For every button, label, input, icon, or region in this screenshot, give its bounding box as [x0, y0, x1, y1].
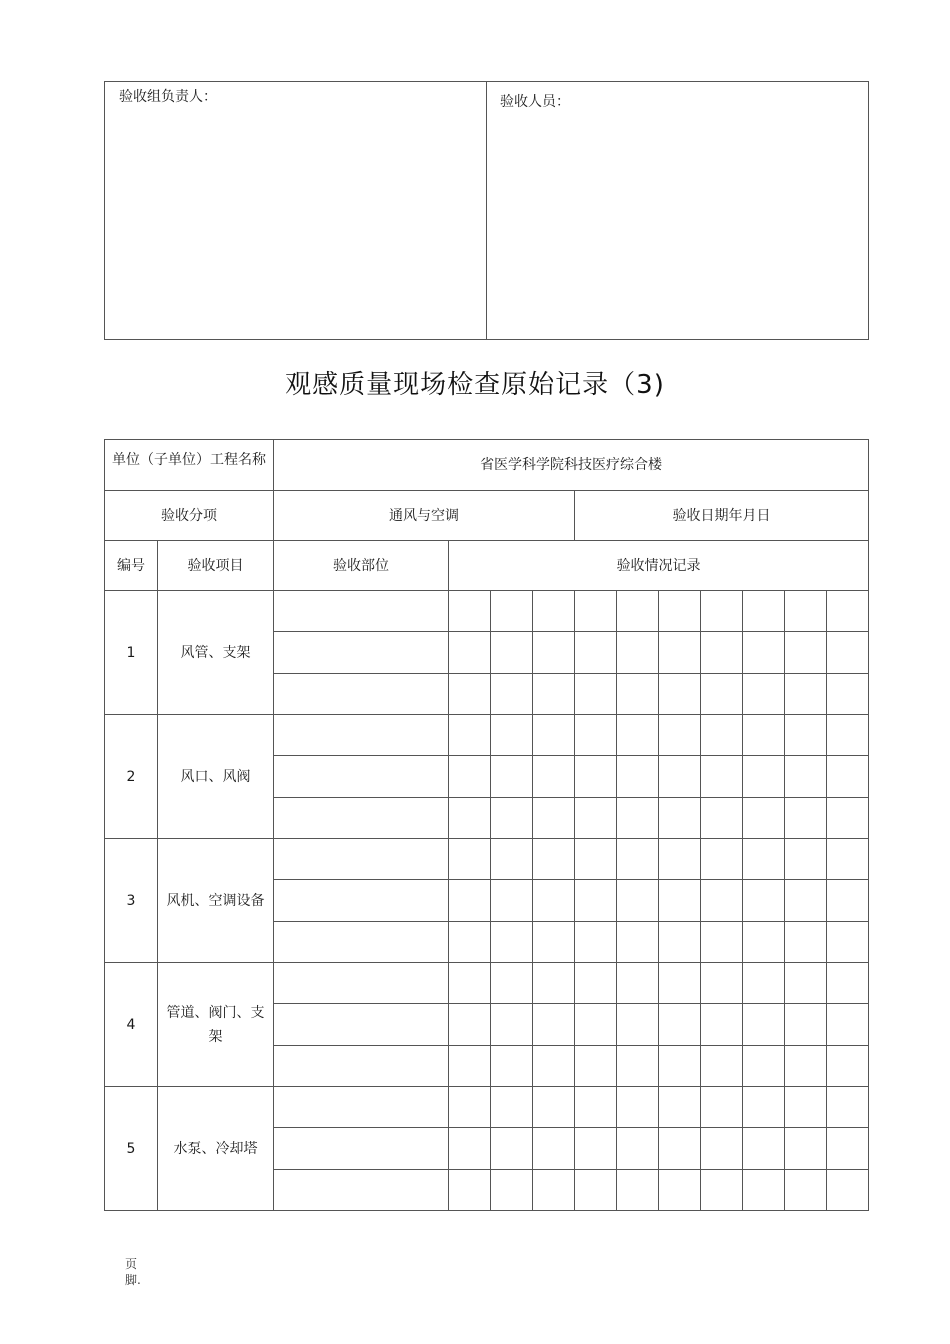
- record-cell[interactable]: [533, 1004, 575, 1046]
- record-cell[interactable]: [533, 1128, 575, 1170]
- record-cell[interactable]: [701, 963, 743, 1004]
- location-cell[interactable]: [274, 1170, 449, 1211]
- record-cell[interactable]: [659, 1087, 701, 1128]
- record-cell[interactable]: [449, 1087, 491, 1128]
- location-cell[interactable]: [274, 839, 449, 880]
- record-cell[interactable]: [701, 1004, 743, 1046]
- record-cell[interactable]: [785, 798, 827, 839]
- record-cell[interactable]: [575, 756, 617, 798]
- record-cell[interactable]: [617, 1004, 659, 1046]
- record-cell[interactable]: [575, 632, 617, 674]
- record-cell[interactable]: [617, 880, 659, 922]
- location-cell[interactable]: [274, 632, 449, 674]
- record-cell[interactable]: [491, 1004, 533, 1046]
- location-cell[interactable]: [274, 591, 449, 632]
- record-cell[interactable]: [743, 963, 785, 1004]
- item-number: 5: [105, 1087, 158, 1211]
- signature-box: [104, 81, 869, 340]
- record-cell[interactable]: [617, 674, 659, 715]
- record-cell[interactable]: [533, 963, 575, 1004]
- record-cell[interactable]: [659, 632, 701, 674]
- record-cell[interactable]: [659, 715, 701, 756]
- record-cell[interactable]: [785, 591, 827, 632]
- table-row: [105, 715, 869, 756]
- record-cell[interactable]: [617, 715, 659, 756]
- record-cell[interactable]: [491, 922, 533, 963]
- record-cell[interactable]: [743, 1004, 785, 1046]
- record-cell[interactable]: [533, 1087, 575, 1128]
- record-cell[interactable]: [449, 798, 491, 839]
- members-label: 验收人员：: [500, 94, 570, 110]
- project-row: [105, 440, 869, 491]
- record-cell[interactable]: [785, 1087, 827, 1128]
- record-cell[interactable]: [449, 1170, 491, 1211]
- record-cell[interactable]: [533, 715, 575, 756]
- record-cell[interactable]: [449, 1004, 491, 1046]
- item-name-cell: [158, 963, 274, 1087]
- location-cell[interactable]: [274, 756, 449, 798]
- record-cell[interactable]: [827, 963, 869, 1004]
- location-cell[interactable]: [274, 922, 449, 963]
- record-cell[interactable]: [659, 880, 701, 922]
- record-cell[interactable]: [659, 756, 701, 798]
- record-cell[interactable]: [491, 963, 533, 1004]
- item-number: 4: [105, 963, 158, 1087]
- record-cell[interactable]: [827, 674, 869, 715]
- record-cell[interactable]: [533, 756, 575, 798]
- footer-line-2: 脚.: [125, 1273, 141, 1287]
- item-name: 水泵、冷却塔: [173, 1140, 258, 1157]
- record-cell[interactable]: [449, 839, 491, 880]
- record-cell[interactable]: [701, 1087, 743, 1128]
- record-cell[interactable]: [785, 1046, 827, 1087]
- record-cell[interactable]: [743, 674, 785, 715]
- record-cell[interactable]: [827, 922, 869, 963]
- record-cell[interactable]: [659, 1046, 701, 1087]
- record-cell[interactable]: [785, 1004, 827, 1046]
- item-number: 2: [105, 715, 158, 839]
- record-cell[interactable]: [617, 798, 659, 839]
- record-cell[interactable]: [701, 1128, 743, 1170]
- record-cell[interactable]: [449, 632, 491, 674]
- record-cell[interactable]: [659, 1170, 701, 1211]
- record-cell[interactable]: [575, 839, 617, 880]
- record-cell[interactable]: [533, 632, 575, 674]
- record-cell[interactable]: [617, 591, 659, 632]
- item-name-cell: [158, 839, 274, 963]
- location-cell[interactable]: [274, 1128, 449, 1170]
- record-cell[interactable]: [743, 1128, 785, 1170]
- record-cell[interactable]: [575, 715, 617, 756]
- header-item: 验收项目: [158, 541, 274, 591]
- record-cell[interactable]: [491, 632, 533, 674]
- item-number: 3: [105, 839, 158, 963]
- record-cell[interactable]: [827, 839, 869, 880]
- record-cell[interactable]: [575, 1046, 617, 1087]
- record-cell[interactable]: [533, 591, 575, 632]
- record-cell[interactable]: [701, 839, 743, 880]
- record-cell[interactable]: [575, 880, 617, 922]
- record-cell[interactable]: [617, 632, 659, 674]
- location-cell[interactable]: [274, 798, 449, 839]
- record-cell[interactable]: [743, 756, 785, 798]
- item-name: 风管、支架: [180, 644, 251, 661]
- record-cell[interactable]: [785, 715, 827, 756]
- record-cell[interactable]: [449, 922, 491, 963]
- record-cell[interactable]: [491, 674, 533, 715]
- record-cell[interactable]: [575, 1004, 617, 1046]
- record-cell[interactable]: [491, 1046, 533, 1087]
- record-cell[interactable]: [659, 922, 701, 963]
- subdivision-value: 通风与空调: [274, 491, 575, 541]
- record-cell[interactable]: [701, 1170, 743, 1211]
- location-cell[interactable]: [274, 880, 449, 922]
- record-cell[interactable]: [785, 674, 827, 715]
- table-row: [105, 591, 869, 632]
- record-cell[interactable]: [533, 839, 575, 880]
- leader-signature-cell[interactable]: [105, 82, 487, 339]
- record-cell[interactable]: [449, 756, 491, 798]
- record-cell[interactable]: [743, 922, 785, 963]
- record-cell[interactable]: [491, 880, 533, 922]
- footer-line-1: 页: [125, 1257, 138, 1271]
- record-cell[interactable]: [617, 1128, 659, 1170]
- record-cell[interactable]: [827, 1170, 869, 1211]
- record-cell[interactable]: [449, 880, 491, 922]
- header-row: [105, 541, 869, 591]
- record-cell[interactable]: [449, 1128, 491, 1170]
- item-name-cell: [158, 715, 274, 839]
- record-cell[interactable]: [491, 1087, 533, 1128]
- record-cell[interactable]: [659, 1128, 701, 1170]
- table-row: [105, 1087, 869, 1128]
- record-cell[interactable]: [449, 1046, 491, 1087]
- record-cell[interactable]: [785, 1128, 827, 1170]
- record-cell[interactable]: [617, 839, 659, 880]
- record-cell[interactable]: [701, 922, 743, 963]
- record-cell[interactable]: [575, 963, 617, 1004]
- record-cell[interactable]: [575, 1128, 617, 1170]
- record-cell[interactable]: [533, 798, 575, 839]
- item-name: 管道、阀门、支架: [166, 1004, 265, 1045]
- record-cell[interactable]: [701, 880, 743, 922]
- header-record: 验收情况记录: [449, 541, 869, 591]
- record-cell[interactable]: [617, 1087, 659, 1128]
- record-cell[interactable]: [743, 1087, 785, 1128]
- location-cell[interactable]: [274, 963, 449, 1004]
- record-cell[interactable]: [743, 1170, 785, 1211]
- record-cell[interactable]: [743, 715, 785, 756]
- table-row: [105, 963, 869, 1004]
- record-cell[interactable]: [449, 674, 491, 715]
- header-number: 编号: [105, 541, 158, 591]
- record-cell[interactable]: [743, 1046, 785, 1087]
- item-name-cell: [158, 1087, 274, 1211]
- record-cell[interactable]: [827, 1004, 869, 1046]
- record-cell[interactable]: [743, 632, 785, 674]
- record-cell[interactable]: [701, 632, 743, 674]
- record-cell[interactable]: [701, 715, 743, 756]
- record-cell[interactable]: [743, 798, 785, 839]
- record-cell[interactable]: [827, 1128, 869, 1170]
- item-name-cell: [158, 591, 274, 715]
- record-cell[interactable]: [743, 591, 785, 632]
- record-cell[interactable]: [533, 1170, 575, 1211]
- record-cell[interactable]: [491, 1170, 533, 1211]
- record-cell[interactable]: [785, 756, 827, 798]
- table-row: [105, 839, 869, 880]
- record-cell[interactable]: [575, 922, 617, 963]
- record-cell[interactable]: [533, 674, 575, 715]
- record-cell[interactable]: [491, 839, 533, 880]
- subdivision-label: 验收分项: [105, 491, 274, 541]
- record-cell[interactable]: [533, 922, 575, 963]
- project-label: 单位（子单位）工程名称: [105, 440, 274, 491]
- record-cell[interactable]: [659, 798, 701, 839]
- record-cell[interactable]: [491, 715, 533, 756]
- record-cell[interactable]: [575, 591, 617, 632]
- record-cell[interactable]: [617, 963, 659, 1004]
- record-cell[interactable]: [491, 756, 533, 798]
- location-cell[interactable]: [274, 1087, 449, 1128]
- location-cell[interactable]: [274, 1046, 449, 1087]
- members-signature-cell[interactable]: [487, 82, 868, 339]
- subdivision-row: [105, 491, 869, 541]
- record-cell[interactable]: [617, 1170, 659, 1211]
- leader-label: 验收组负责人：: [119, 89, 217, 105]
- record-cell[interactable]: [701, 756, 743, 798]
- record-cell[interactable]: [785, 880, 827, 922]
- record-cell[interactable]: [659, 591, 701, 632]
- record-cell[interactable]: [701, 674, 743, 715]
- record-cell[interactable]: [659, 839, 701, 880]
- record-cell[interactable]: [617, 756, 659, 798]
- project-value: 省医学科学院科技医疗综合楼: [274, 440, 869, 491]
- record-cell[interactable]: [785, 839, 827, 880]
- record-cell[interactable]: [575, 674, 617, 715]
- record-cell[interactable]: [617, 922, 659, 963]
- record-cell[interactable]: [659, 1004, 701, 1046]
- record-cell[interactable]: [827, 798, 869, 839]
- record-cell[interactable]: [743, 839, 785, 880]
- location-cell[interactable]: [274, 1004, 449, 1046]
- item-name: 风机、空调设备: [166, 892, 265, 909]
- record-cell[interactable]: [785, 1170, 827, 1211]
- record-cell[interactable]: [827, 880, 869, 922]
- record-cell[interactable]: [827, 756, 869, 798]
- record-cell[interactable]: [827, 1087, 869, 1128]
- record-cell[interactable]: [575, 798, 617, 839]
- record-cell[interactable]: [701, 1046, 743, 1087]
- record-cell[interactable]: [659, 674, 701, 715]
- record-cell[interactable]: [575, 1170, 617, 1211]
- record-cell[interactable]: [491, 591, 533, 632]
- record-cell[interactable]: [827, 591, 869, 632]
- record-cell[interactable]: [701, 591, 743, 632]
- record-cell[interactable]: [785, 922, 827, 963]
- record-cell[interactable]: [449, 963, 491, 1004]
- record-cell[interactable]: [827, 1046, 869, 1087]
- location-cell[interactable]: [274, 715, 449, 756]
- acceptance-date: 验收日期年月日: [575, 491, 869, 541]
- record-cell[interactable]: [659, 963, 701, 1004]
- item-name: 风口、风阀: [180, 768, 251, 785]
- header-location: 验收部位: [274, 541, 449, 591]
- inspection-record-table: [104, 439, 869, 1211]
- record-cell[interactable]: [533, 880, 575, 922]
- record-cell[interactable]: [533, 1046, 575, 1087]
- record-cell[interactable]: [491, 1128, 533, 1170]
- record-cell[interactable]: [743, 880, 785, 922]
- record-cell[interactable]: [827, 715, 869, 756]
- record-cell[interactable]: [785, 632, 827, 674]
- record-cell[interactable]: [701, 798, 743, 839]
- record-cell[interactable]: [617, 1046, 659, 1087]
- record-cell[interactable]: [449, 715, 491, 756]
- location-cell[interactable]: [274, 674, 449, 715]
- record-cell[interactable]: [575, 1087, 617, 1128]
- page-footer: [125, 1256, 141, 1288]
- item-number: 1: [105, 591, 158, 715]
- page-title: 观感质量现场检查原始记录（3): [285, 370, 665, 400]
- record-cell[interactable]: [449, 591, 491, 632]
- record-cell[interactable]: [785, 963, 827, 1004]
- record-cell[interactable]: [491, 798, 533, 839]
- record-cell[interactable]: [827, 632, 869, 674]
